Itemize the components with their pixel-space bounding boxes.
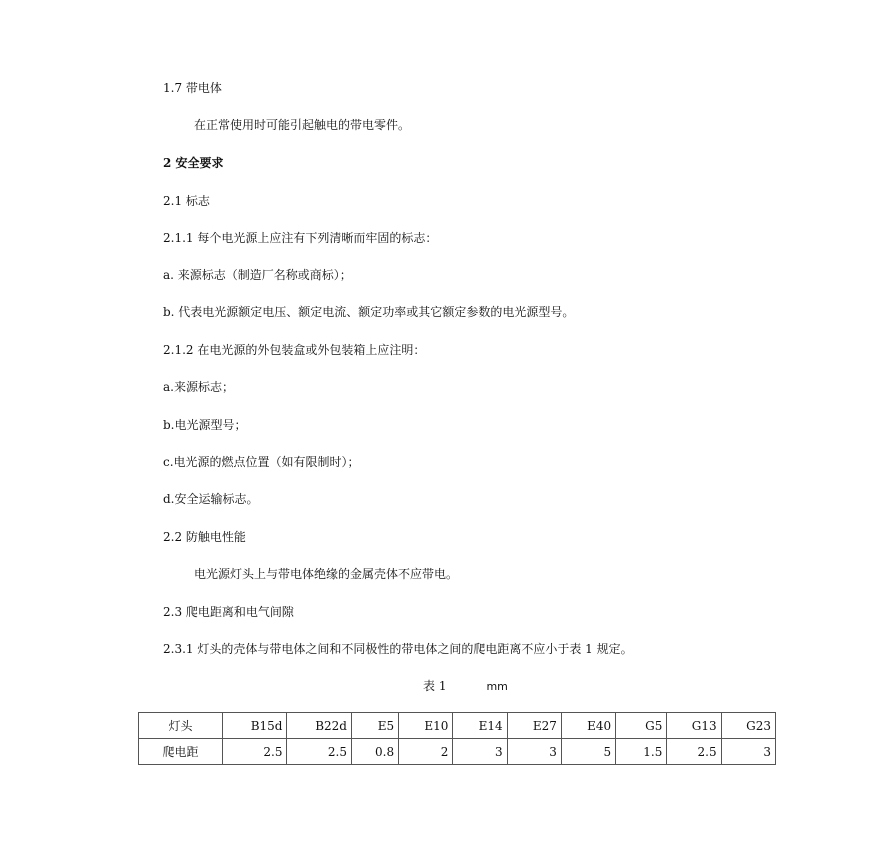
section-2-heading: 2 安全要求 [163, 156, 224, 170]
table-cell: G23 [721, 713, 775, 739]
list-item-d2: d.安全运输标志。 [163, 492, 259, 506]
table-cell: E40 [561, 713, 615, 739]
section-1-7-heading: 1.7 带电体 [163, 81, 222, 95]
table-cell: B22d [287, 713, 352, 739]
section-2-3-1-text: 2.3.1 灯头的壳体与带电体之间和不同极性的带电体之间的爬电距离不应小于表 1 规定。 [163, 642, 633, 656]
table-cell: G13 [667, 713, 721, 739]
row-header-creepage: 爬电距 [139, 739, 223, 765]
table-cell: 3 [453, 739, 507, 765]
list-item-c2: c.电光源的燃点位置（如有限制时）； [163, 455, 360, 469]
table-cell: 2.5 [222, 739, 287, 765]
list-item-b2: b.电光源型号； [163, 418, 247, 432]
section-2-1-1-text: 2.1.1 每个电光源上应注有下列清晰而牢固的标志： [163, 231, 438, 245]
row-header-lamp-cap: 灯头 [139, 713, 223, 739]
section-2-2-text: 电光源灯头上与带电体绝缘的金属壳体不应带电。 [194, 567, 459, 581]
table-cell: 2.5 [287, 739, 352, 765]
table-cell: 2.5 [667, 739, 721, 765]
table-cell: G5 [616, 713, 667, 739]
table-cell: 3 [721, 739, 775, 765]
table-title: 表 1 [423, 679, 447, 693]
list-item-a2: a.来源标志； [163, 380, 234, 394]
table-unit: mm [486, 680, 508, 693]
table-cell: 0.8 [352, 739, 399, 765]
section-2-2-heading: 2.2 防触电性能 [163, 530, 246, 544]
section-2-3-heading: 2.3 爬电距离和电气间隙 [163, 605, 294, 619]
section-2-1-heading: 2.1 标志 [163, 194, 210, 208]
table-cell: 3 [507, 739, 561, 765]
table-row-creepage [139, 739, 776, 765]
table-cell: E10 [399, 713, 453, 739]
table-caption [423, 678, 508, 695]
creepage-distance-table [138, 712, 776, 765]
section-2-1-2-text: 2.1.2 在电光源的外包装盒或外包装箱上应注明： [163, 343, 426, 357]
table-cell: 5 [561, 739, 615, 765]
table-cell: B15d [222, 713, 287, 739]
table-cell: 1.5 [616, 739, 667, 765]
table-cell: E5 [352, 713, 399, 739]
section-1-7-text: 在正常使用时可能引起触电的带电零件。 [194, 118, 411, 132]
table-cell: 2 [399, 739, 453, 765]
table-cell: E14 [453, 713, 507, 739]
list-item-a: a. 来源标志（制造厂名称或商标）； [163, 268, 352, 282]
list-item-b: b. 代表电光源额定电压、额定电流、额定功率或其它额定参数的电光源型号。 [163, 305, 575, 319]
table-row-lamp-cap [139, 713, 776, 739]
table-cell: E27 [507, 713, 561, 739]
